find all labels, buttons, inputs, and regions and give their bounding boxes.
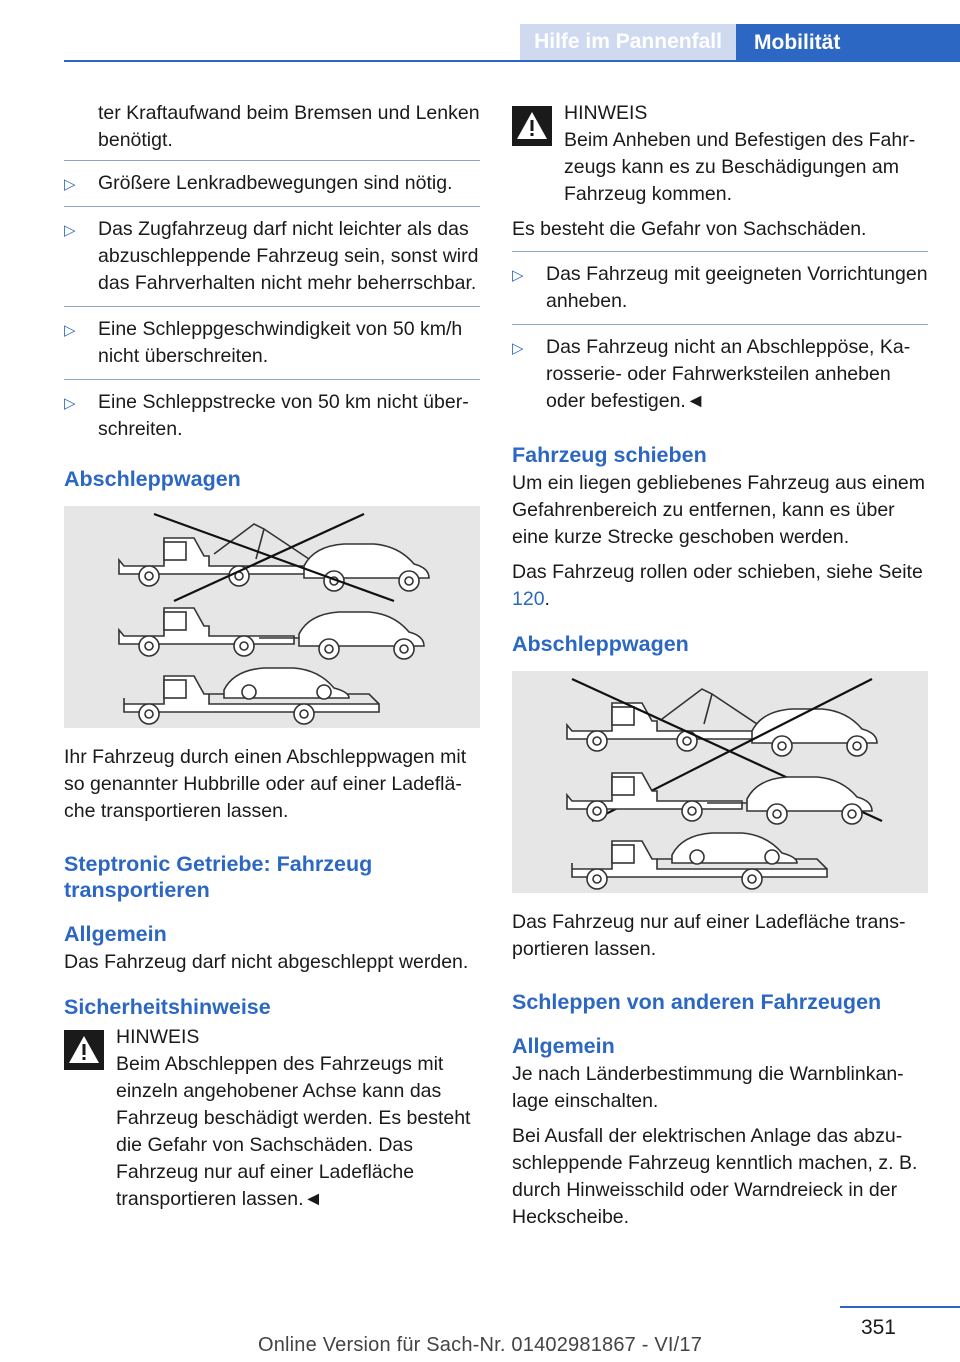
- heading-tow-truck: Abschleppwagen: [64, 467, 241, 491]
- heading-general: Allgemein: [512, 1034, 615, 1058]
- push-text: Um ein liegen gebliebenes Fahrzeug aus einem Gefahrenbereich zu entfernen, kann es über eine kurze Strecke geschoben werden.: [512, 472, 926, 548]
- triangle-bullet-icon: ▷: [64, 395, 76, 412]
- hazard-text: Je nach Länderbestimmung die Warnblinkanlage einschalten.: [512, 1063, 904, 1112]
- footer-rule: [840, 1306, 960, 1308]
- triangle-bullet-icon: ▷: [512, 267, 524, 284]
- sedan-icon: [747, 777, 872, 824]
- warning-label: HINWEIS: [116, 1026, 200, 1048]
- warning-text: Beim Anheben und Befestigen des Fahrzeugs kann es zu Beschädigungen am Fahrzeug kommen.: [564, 129, 916, 205]
- roll-text: Das Fahrzeug rollen oder schieben, siehe Seite 120.: [512, 561, 923, 610]
- triangle-bullet-icon: ▷: [512, 340, 524, 357]
- sedan-icon: [304, 544, 429, 591]
- list-item: ▷ Größere Lenkradbewegungen sind nötig.: [64, 161, 480, 207]
- triangle-bullet-icon: ▷: [64, 222, 76, 239]
- flatbed-text: Das Fahrzeug nur auf einer Ladefläche transportieren lassen.: [512, 911, 906, 960]
- warning-label: HINWEIS: [564, 102, 648, 124]
- tow-text: Ihr Fahrzeug durch einen Abschleppwagen mit so genannter Hubbrille oder auf einer Ladefläche transportieren lassen.: [64, 746, 467, 822]
- heading-towing-others: Schleppen von anderen Fahrzeugen: [512, 990, 882, 1014]
- page-link[interactable]: 120: [512, 588, 545, 610]
- intro-continuation: ter Kraftaufwand beim Bremsen und Lenken benötigt.: [98, 102, 480, 151]
- warning-block: [512, 100, 928, 208]
- tow-truck-illustration: [512, 671, 928, 893]
- left-column: [64, 100, 480, 1213]
- general-text: Das Fahrzeug darf nicht abgeschleppt werden.: [64, 951, 469, 973]
- header-chapter-tab[interactable]: Mobilität: [736, 24, 960, 62]
- warning-text: Beim Abschleppen des Fahrzeugs mit einzeln angehobener Achse kann das Fahrzeug beschädigt werden. Es besteht die Gefahr von Sachschäden. Das Fahrzeug nur auf einer Ladefläche transportieren lassen.◄: [116, 1053, 471, 1210]
- electrical-text: Bei Ausfall der elektrischen Anlage das abzuschleppende Fahrzeug kenntlich machen, z. B. durch Hinweisschild oder Warndreieck in der Heckscheibe.: [512, 1125, 918, 1228]
- tow-truck-illustration: [64, 506, 480, 728]
- warning-triangle-icon: [512, 106, 552, 146]
- list-item: ▷ Eine Schleppgeschwindigkeit von 50 km/h nicht überschreiten.: [64, 307, 480, 380]
- page-number: 351: [860, 1316, 896, 1339]
- sedan-icon: [672, 833, 797, 864]
- sedan-icon: [752, 709, 877, 756]
- wheel-lift-truck-icon: [567, 689, 777, 751]
- sedan-icon: [299, 612, 424, 659]
- list-item: ▷ Das Fahrzeug mit geeigneten Vorrichtungen anheben.: [512, 252, 928, 325]
- heading-general: Allgemein: [64, 922, 167, 946]
- header-rule: [64, 60, 960, 62]
- right-bullet-list: [512, 251, 928, 424]
- warning-triangle-icon: [64, 1030, 104, 1070]
- heading-tow-truck: Abschleppwagen: [512, 632, 689, 656]
- tow-truck-icon: [119, 608, 304, 656]
- list-item: ▷ Das Zugfahrzeug darf nicht leichter als das abzuschleppende Fahrzeug sein, sonst wird das Fahrverhalten nicht mehr beherrschbar.: [64, 207, 480, 307]
- warning-block: [64, 1024, 480, 1213]
- right-column: [512, 100, 928, 1239]
- list-item: ▷ Eine Schleppstrecke von 50 km nicht überschreiten.: [64, 391, 469, 440]
- left-bullet-list: [64, 160, 480, 452]
- online-version-note: Online Version für Sach-Nr. 01402981867 - VI/17: [257, 1334, 703, 1356]
- heading-steptronic: Steptronic Getriebe: Fahrzeug transportieren: [64, 852, 373, 902]
- risk-text: Es besteht die Gefahr von Sachschäden.: [512, 218, 867, 240]
- heading-push: Fahrzeug schieben: [512, 443, 707, 467]
- list-item: ▷ Das Fahrzeug nicht an Abschleppöse, Karosserie- oder Fahrwerksteilen anheben oder befestigen.◄: [512, 336, 911, 412]
- triangle-bullet-icon: ▷: [64, 322, 76, 339]
- sedan-icon: [224, 668, 349, 699]
- wheel-lift-truck-icon: [119, 524, 329, 586]
- heading-safety: Sicherheitshinweise: [64, 995, 271, 1019]
- header-section-tab[interactable]: Hilfe im Pannenfall: [520, 24, 736, 60]
- tow-truck-icon: [567, 773, 752, 821]
- triangle-bullet-icon: ▷: [64, 176, 76, 193]
